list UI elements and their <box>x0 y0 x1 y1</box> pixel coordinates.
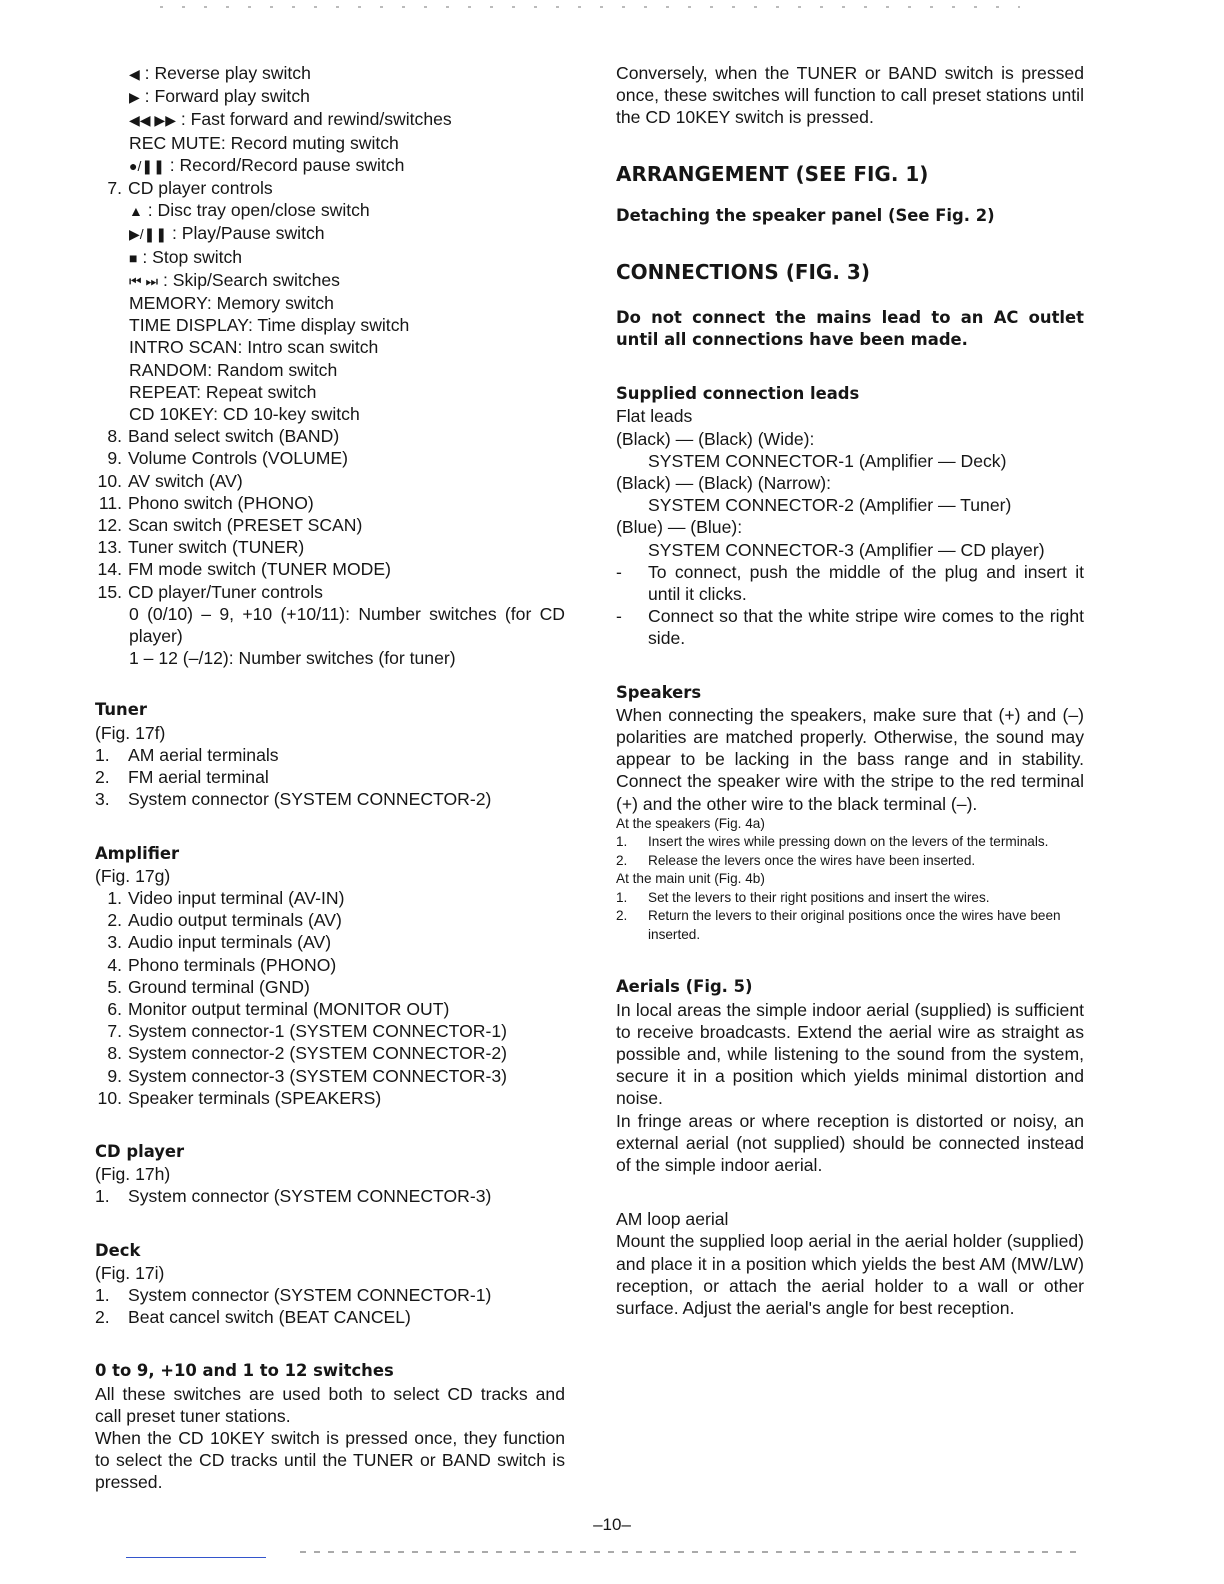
page-number: –10– <box>593 1515 631 1534</box>
numbered-item: 2. Audio output terminals (AV) <box>107 910 342 931</box>
numbered-item: 11. Phono switch (PHONO) <box>98 492 314 513</box>
numbered-item: 7. System connector-1 (SYSTEM CONNECTOR-1) <box>107 1021 507 1042</box>
scan-artifact-top <box>160 6 1020 8</box>
list-item: ▲ : Disc tray open/close switch <box>95 199 565 222</box>
list-item: ▶ : Forward play switch <box>95 85 565 108</box>
list-item: REC MUTE: Record muting switch <box>129 132 399 153</box>
stop-icon: ■ <box>129 249 138 266</box>
forward-play-icon: ▶ <box>129 89 140 106</box>
list-item: INTRO SCAN: Intro scan switch <box>129 337 379 358</box>
list-item: 2. Return the levers to their original positions once the wires have been inserted. <box>616 908 1061 942</box>
deck-control-list <box>95 62 565 177</box>
numbered-item: 9. Volume Controls (VOLUME) <box>107 448 348 469</box>
list-item: REPEAT: Repeat switch <box>129 381 317 402</box>
deck-fig: (Fig. 17i) <box>95 1262 165 1283</box>
numbered-item: 2. Beat cancel switch (BEAT CANCEL) <box>95 1307 411 1328</box>
numbered-list <box>95 425 565 669</box>
cdplayer-fig: (Fig. 17h) <box>95 1164 171 1185</box>
skip-search-icon: ⏮ ⏭ <box>129 272 159 289</box>
aerials-paragraph-2: In fringe areas or where reception is distorted or noisy, an external aerial (not supplied) should be connected instead of the simple indoor aerial. <box>616 1110 1084 1175</box>
lead-1-desc: SYSTEM CONNECTOR-1 (Amplifier — Deck) <box>648 450 1007 471</box>
detaching-heading: Detaching the speaker panel (See Fig. 2) <box>616 205 995 225</box>
list-item: ◀◀ ▶▶ : Fast forward and rewind/switches <box>95 108 565 131</box>
list-item: ⏮ ⏭ : Skip/Search switches <box>95 269 565 292</box>
speakers-paragraph: When connecting the speakers, make sure that (+) and (–) polarities are matched properly. Otherwise, the sound may appear to be lacking in the bass range and in stability. Connect the speaker wire with the stripe to the red terminal (+) and the other wire to the black terminal (–). <box>616 704 1084 814</box>
cdplayer-heading: CD player <box>95 1141 185 1161</box>
reverse-play-icon: ◀ <box>129 66 140 82</box>
switches-heading: 0 to 9, +10 and 1 to 12 switches <box>95 1361 394 1381</box>
numbered-item: 1. AM aerial terminals <box>95 744 279 765</box>
lead-2-desc: SYSTEM CONNECTOR-2 (Amplifier — Tuner) <box>648 495 1012 516</box>
numbered-item: 12. Scan switch (PRESET SCAN) <box>97 515 363 536</box>
numbered-item: 7. CD player controls <box>107 178 273 199</box>
tuner-heading: Tuner <box>95 700 147 720</box>
list-item: 2. Release the levers once the wires have been inserted. <box>616 852 976 868</box>
list-item: MEMORY: Memory switch <box>129 293 334 314</box>
list-item: ▶/❚❚ : Play/Pause switch <box>95 222 565 245</box>
numbered-item: 15. CD player/Tuner controls <box>97 581 323 602</box>
tuner-fig: (Fig. 17f) <box>95 722 166 743</box>
cd-control-list <box>95 199 565 425</box>
am-loop-heading: AM loop aerial <box>616 1209 729 1230</box>
numbered-item: 3. Audio input terminals (AV) <box>107 932 332 953</box>
numbered-item: 10. AV switch (AV) <box>97 470 243 491</box>
list-item: ◀ : Reverse play switch <box>95 62 565 85</box>
list-item: 1. Set the levers to their right positions and insert the wires. <box>616 889 990 905</box>
numbered-item: 1. System connector (SYSTEM CONNECTOR-1) <box>95 1284 492 1305</box>
numbered-item: 8. System connector-2 (SYSTEM CONNECTOR-2) <box>107 1043 507 1064</box>
at-main-unit-label: At the main unit (Fig. 4b) <box>616 871 765 887</box>
left-column <box>95 62 565 1494</box>
footer-rule <box>126 1557 266 1558</box>
numbered-item: 6. Monitor output terminal (MONITOR OUT) <box>107 998 450 1019</box>
supplied-leads-heading: Supplied connection leads <box>616 384 860 404</box>
scan-artifact-bottom <box>300 1551 1080 1553</box>
list-item: ●/❚❚ : Record/Record pause switch <box>95 154 565 177</box>
list-item: - To connect, push the middle of the plug and insert it until it clicks. <box>616 561 1084 605</box>
list-item: TIME DISPLAY: Time display switch <box>129 315 410 336</box>
amplifier-fig: (Fig. 17g) <box>95 865 171 886</box>
numbered-item: 10. Speaker terminals (SPEAKERS) <box>97 1087 382 1108</box>
numbered-item: 1. Video input terminal (AV-IN) <box>107 887 345 908</box>
flat-leads-label: Flat leads <box>616 406 693 427</box>
connections-heading: CONNECTIONS (FIG. 3) <box>616 259 870 284</box>
numbered-item: 2. FM aerial terminal <box>95 767 269 788</box>
lead-3-desc: SYSTEM CONNECTOR-3 (Amplifier — CD player) <box>648 539 1045 560</box>
intro-paragraph: Conversely, when the TUNER or BAND switch is pressed once, these switches will function to call preset stations until the CD 10KEY switch is pressed. <box>616 63 1084 128</box>
lead-3: (Blue) — (Blue): <box>616 517 743 538</box>
deck-heading: Deck <box>95 1240 141 1260</box>
am-loop-paragraph: Mount the supplied loop aerial in the aerial holder (supplied) and place it in a position which yields the best AM (MW/LW) reception, or attach the aerial holder to a wall or other surface. Adjust the aerial's angle for best reception. <box>616 1231 1084 1319</box>
fast-forward-rewind-icon: ◀◀ ▶▶ <box>129 112 176 129</box>
eject-icon: ▲ <box>129 203 143 220</box>
arrangement-heading: ARRANGEMENT (SEE FIG. 1) <box>616 161 929 186</box>
numbered-item: 8. Band select switch (BAND) <box>107 426 340 447</box>
aerials-heading: Aerials (Fig. 5) <box>616 977 753 997</box>
list-item: RANDOM: Random switch <box>129 359 338 380</box>
speakers-heading: Speakers <box>616 682 702 702</box>
at-speakers-label: At the speakers (Fig. 4a) <box>616 815 765 831</box>
right-column <box>616 62 1084 1319</box>
aerials-paragraph-1: In local areas the simple indoor aerial (supplied) is sufficient to receive broadcasts. Extend the aerial wire as straight as possible and, while listening to the sound from the system, secure it in a position which yields minimal distortion and noise. <box>616 999 1084 1109</box>
numbered-item: 9. System connector-3 (SYSTEM CONNECTOR-3) <box>107 1065 507 1086</box>
amplifier-heading: Amplifier <box>95 843 180 863</box>
switches-paragraph-1: All these switches are used both to select CD tracks and call preset tuner stations. <box>95 1383 565 1426</box>
item15-sub-2: 1 – 12 (–/12): Number switches (for tuner) <box>129 648 456 669</box>
item15-sub-1: 0 (0/10) – 9, +10 (+10/11): Number switches (for CD player) <box>129 603 565 647</box>
play-pause-icon: ▶/❚❚ <box>129 226 168 243</box>
switches-paragraph-2: When the CD 10KEY switch is pressed once, they function to select the CD tracks until the TUNER or BAND switch is pressed. <box>95 1427 565 1493</box>
numbered-item: 14. FM mode switch (TUNER MODE) <box>97 559 391 580</box>
list-item: 1. Insert the wires while pressing down on the levers of the terminals. <box>616 834 1049 850</box>
list-item: ■ : Stop switch <box>95 246 565 269</box>
lead-2: (Black) — (Black) (Narrow): <box>616 473 832 494</box>
list-item: CD 10KEY: CD 10-key switch <box>129 404 360 425</box>
warning-text: Do not connect the mains lead to an AC outlet until all connections have been made. <box>616 307 1084 350</box>
lead-1: (Black) — (Black) (Wide): <box>616 428 815 449</box>
numbered-item: 4. Phono terminals (PHONO) <box>107 954 337 975</box>
numbered-item: 1. System connector (SYSTEM CONNECTOR-3) <box>95 1186 492 1207</box>
numbered-item: 13. Tuner switch (TUNER) <box>97 537 305 558</box>
record-pause-icon: ●/❚❚ <box>129 157 165 174</box>
numbered-item: 3. System connector (SYSTEM CONNECTOR-2) <box>95 789 492 810</box>
list-item: - Connect so that the white stripe wire comes to the right side. <box>616 606 1084 649</box>
numbered-item: 5. Ground terminal (GND) <box>107 976 310 997</box>
